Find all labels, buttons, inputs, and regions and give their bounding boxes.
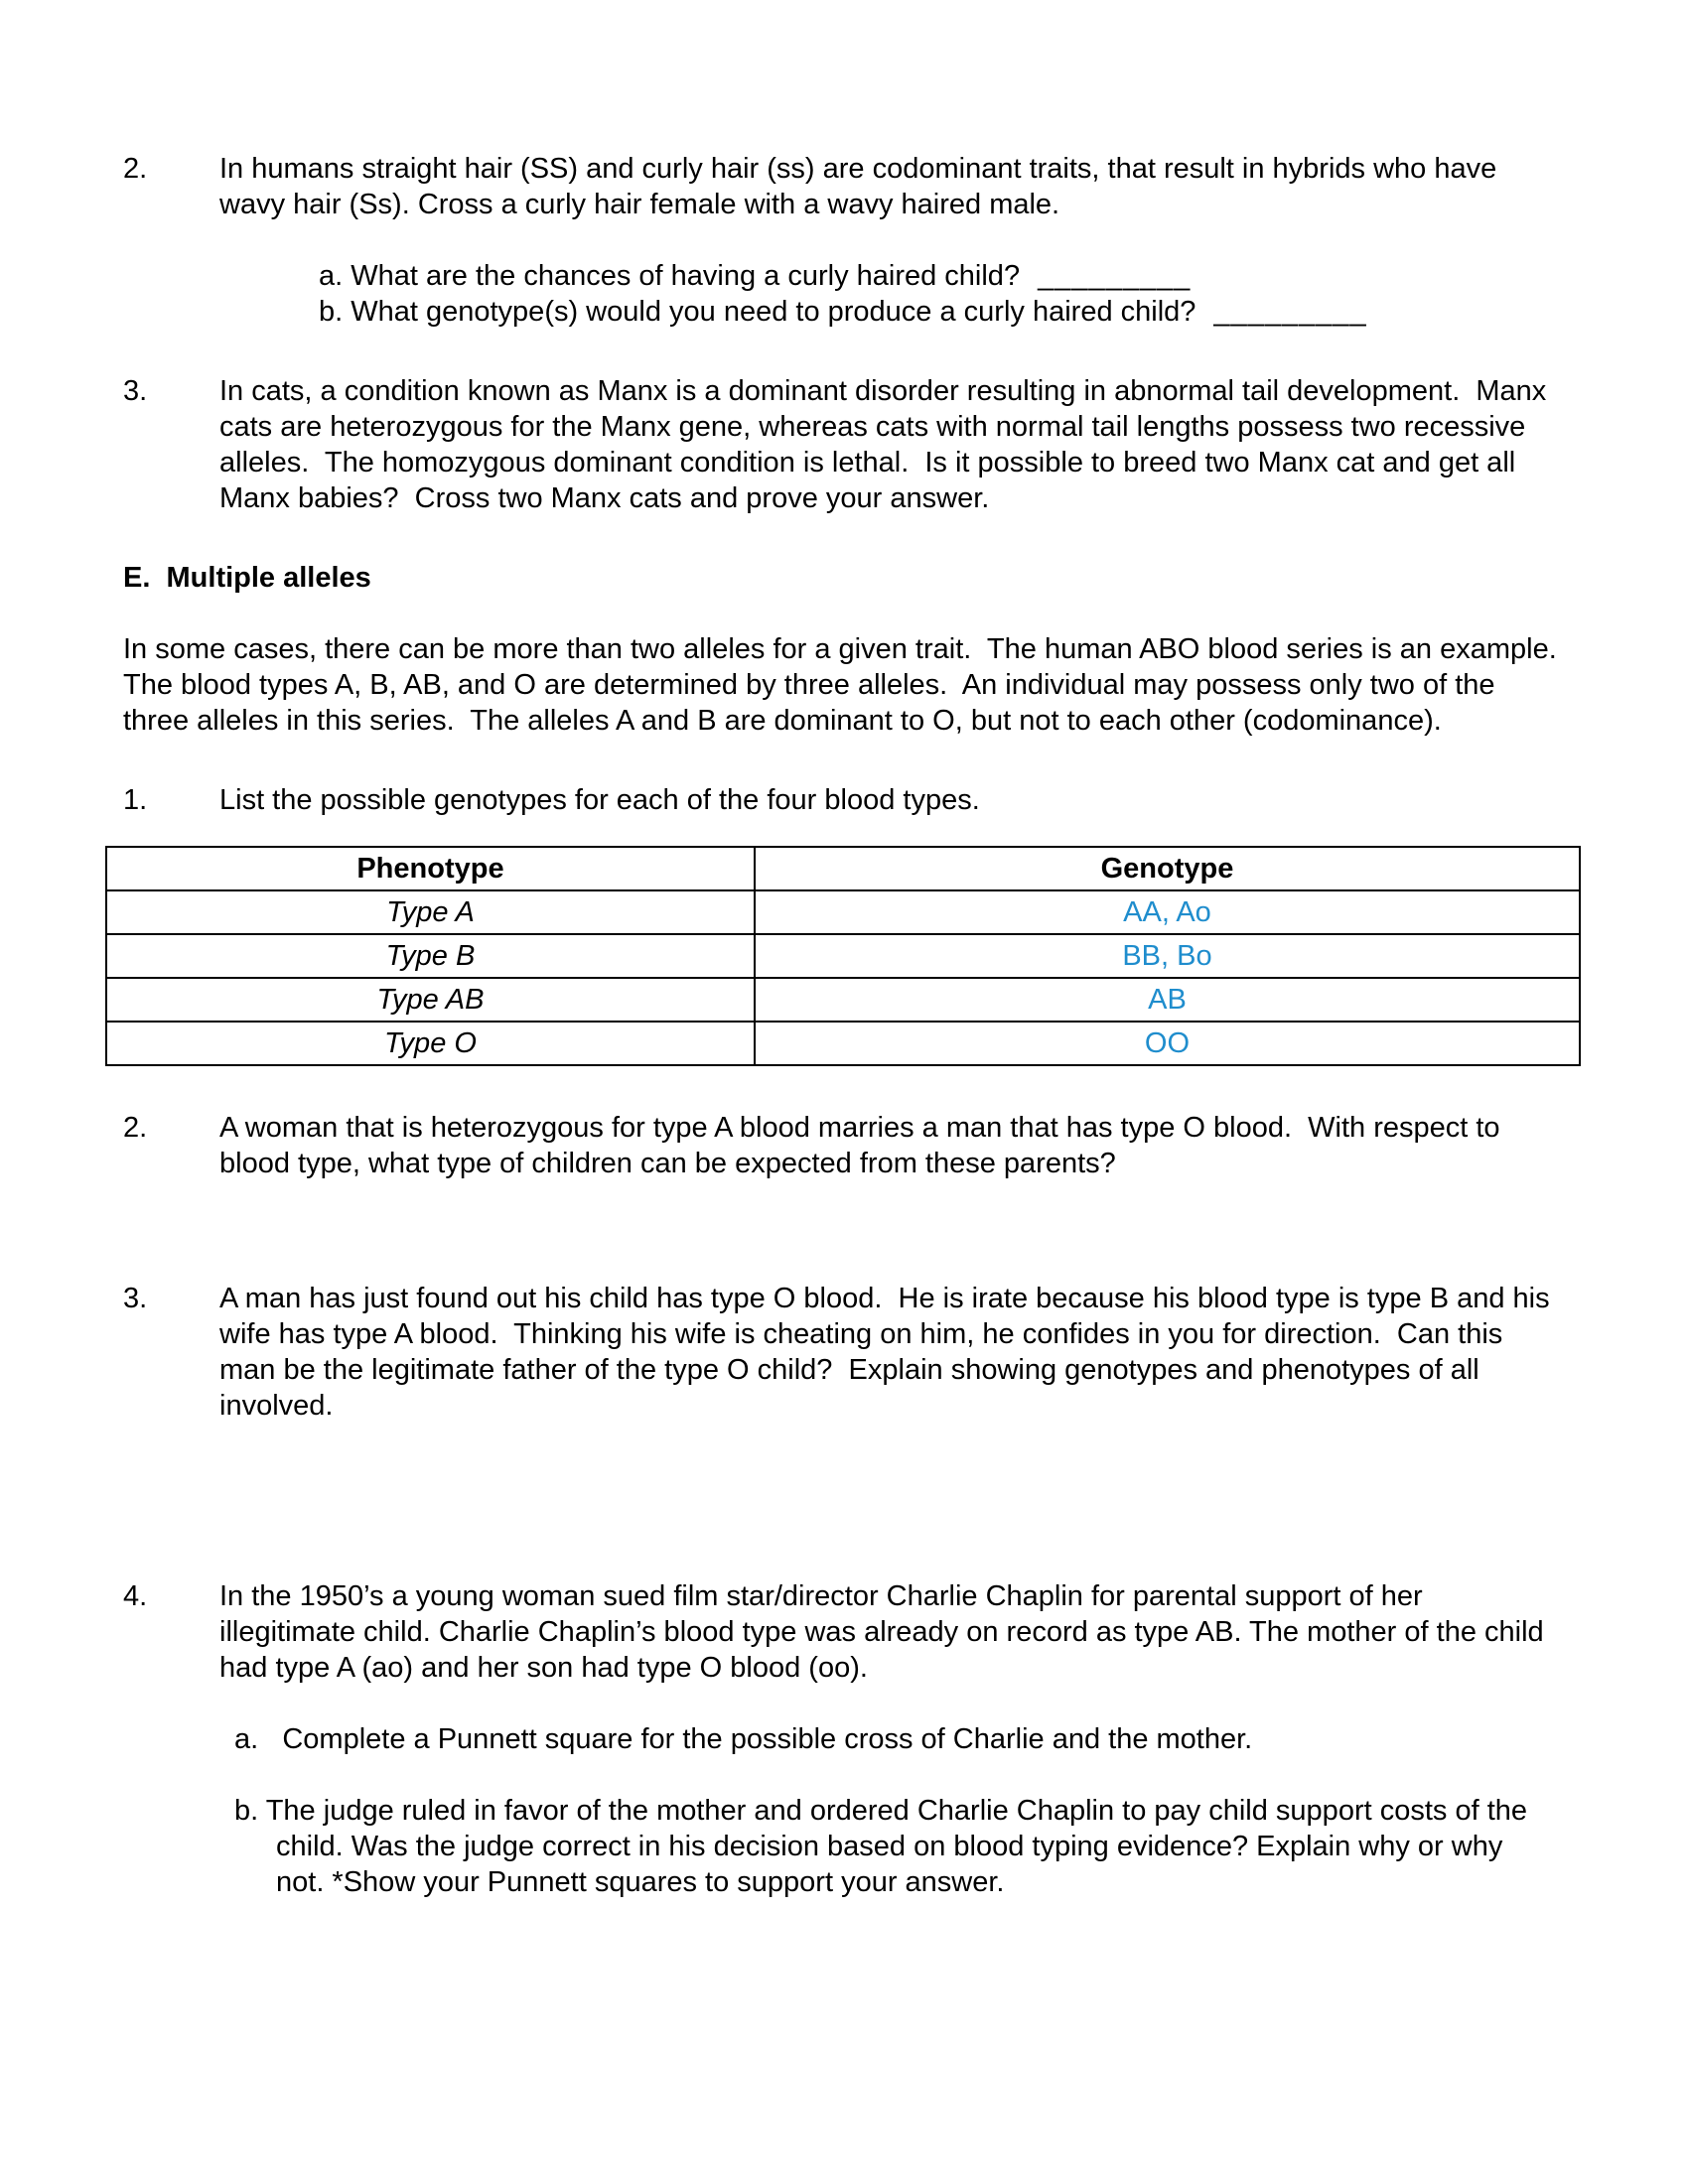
- question-e3-number: 3.: [123, 1283, 148, 1314]
- question-e1: [123, 782, 1557, 818]
- genotype-cell: BB, Bo: [755, 934, 1580, 978]
- question-2b-text: b. What genotype(s) would you need to produce a curly haired child?: [319, 296, 1196, 328]
- spacer: [123, 1066, 1557, 1110]
- question-3-number: 3.: [123, 375, 148, 407]
- spacer: [123, 818, 1557, 846]
- answer-space: [123, 1181, 1557, 1281]
- table-row: [106, 890, 1580, 934]
- spacer: [219, 222, 1557, 258]
- question-2a-text: a. What are the chances of having a curly haired child?: [319, 260, 1021, 292]
- question-2-number: 2.: [123, 153, 148, 185]
- table-row: [106, 1022, 1580, 1065]
- question-3-text: In cats, a condition known as Manx is a dominant disorder resulting in abnormal tail development. Manx cats are heterozygous for the Manx gene, whereas cats with normal tail lengths possess two recessive alleles. The homozygous dominant condition is lethal. Is it possible to breed two Manx cat and get all Manx babies? Cross two Manx cats and prove your answer.: [219, 375, 1555, 514]
- genotype-cell: OO: [755, 1022, 1580, 1065]
- section-intro: In some cases, there can be more than two alleles for a given trait. The human ABO blood series is an example. The blood types A, B, AB, and O are determined by three alleles. An individual may possess only two of the three alleles in this series. The alleles A and B are dominant to O, but not to each other (codominance).: [123, 633, 1573, 737]
- answer-blank: _________: [1213, 296, 1367, 328]
- genotype-cell: AA, Ao: [755, 890, 1580, 934]
- phenotype-cell: Type A: [106, 890, 755, 934]
- phenotype-header: Phenotype: [106, 847, 755, 890]
- question-e4a: a. Complete a Punnett square for the possible cross of Charlie and the mother.: [234, 1723, 1253, 1755]
- question-e3: [123, 1281, 1557, 1424]
- question-e1-number: 1.: [123, 784, 148, 816]
- section-heading: E. Multiple alleles: [123, 562, 371, 594]
- question-e4-number: 4.: [123, 1580, 148, 1612]
- question-3: [123, 373, 1557, 516]
- question-e4b: b. The judge ruled in favor of the mother and ordered Charlie Chaplin to pay child support costs of the child. Was the judge correct in his decision based on blood typing evidence? Explain why or why not. *Show your Punnett squares to support your answer.: [234, 1795, 1536, 1898]
- spacer: [123, 330, 1557, 373]
- question-e4-text: In the 1950’s a young woman sued film star/director Charlie Chaplin for parental support of her illegitimate child. Charlie Chaplin’s blood type was already on record as type AB. The mother of the child had type A (ao) and her son had type O blood (oo).: [219, 1580, 1552, 1684]
- question-e2: [123, 1110, 1557, 1181]
- question-e2-number: 2.: [123, 1112, 148, 1144]
- table-row: [106, 978, 1580, 1022]
- question-e2-text: A woman that is heterozygous for type A blood marries a man that has type O blood. With respect to blood type, what type of children can be expected from these parents?: [219, 1112, 1508, 1179]
- question-2a: [319, 258, 1557, 294]
- spacer: [219, 1757, 1557, 1793]
- spacer: [123, 596, 1557, 631]
- blood-type-table: [105, 846, 1581, 1066]
- spacer: [123, 516, 1557, 560]
- question-e4: [123, 1578, 1557, 1900]
- spacer: [123, 739, 1557, 782]
- question-2b: [319, 294, 1557, 330]
- table-header-row: [106, 847, 1580, 890]
- phenotype-cell: Type AB: [106, 978, 755, 1022]
- question-2: [123, 151, 1557, 330]
- question-e3-text: A man has just found out his child has type O blood. He is irate because his blood type is type B and his wife has type A blood. Thinking his wife is cheating on him, he confides in you for direction. Can this man be the legitimate father of the type O child? Explain showing genotypes and phenotypes of all involved.: [219, 1283, 1558, 1422]
- answer-blank: _________: [1038, 260, 1192, 292]
- genotype-cell: AB: [755, 978, 1580, 1022]
- question-2-text: In humans straight hair (SS) and curly hair (ss) are codominant traits, that result in hybrids who have wavy hair (Ss). Cross a curly hair female with a wavy haired male.: [219, 153, 1505, 220]
- spacer: [219, 1686, 1557, 1721]
- genotype-header: Genotype: [755, 847, 1580, 890]
- phenotype-cell: Type O: [106, 1022, 755, 1065]
- table-row: [106, 934, 1580, 978]
- phenotype-cell: Type B: [106, 934, 755, 978]
- question-e1-text: List the possible genotypes for each of the four blood types.: [219, 784, 980, 816]
- answer-space: [123, 1424, 1557, 1578]
